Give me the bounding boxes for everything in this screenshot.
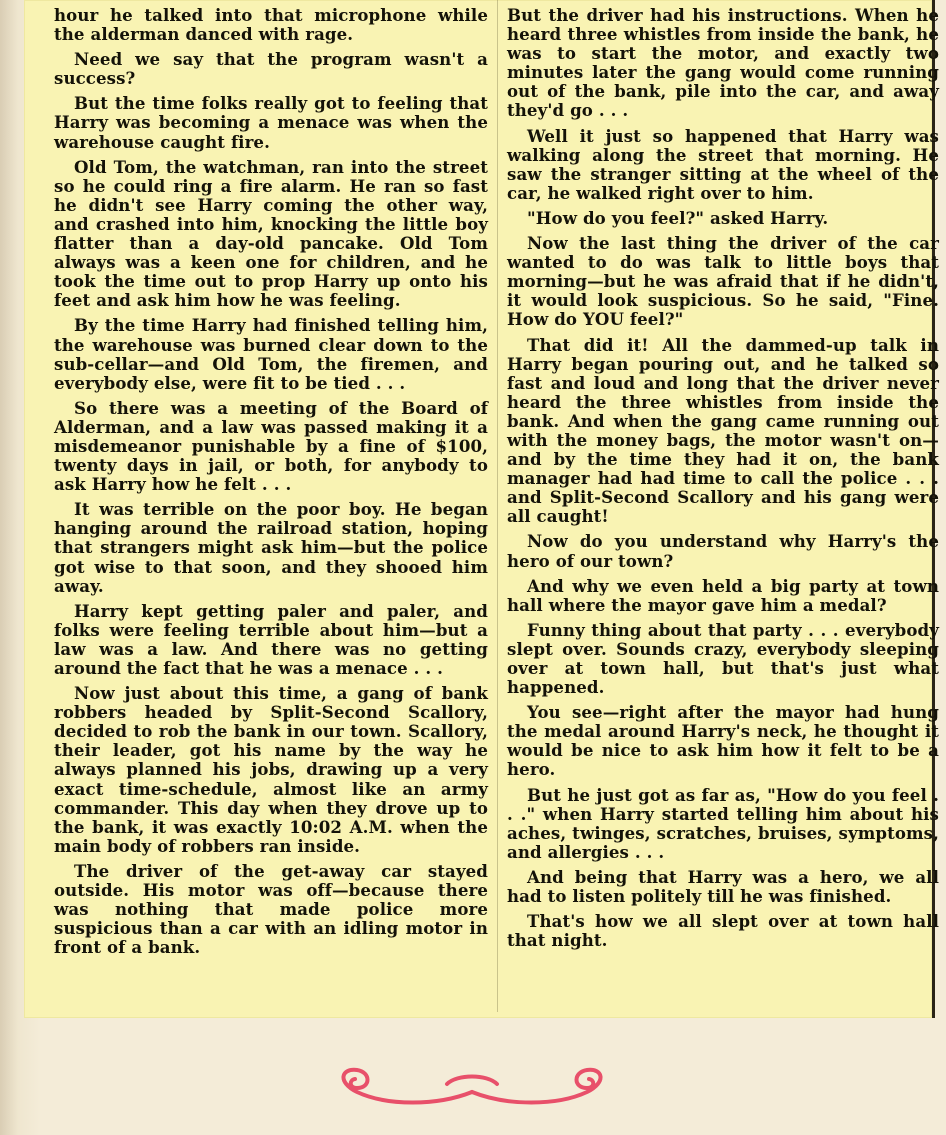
paragraph: And why we even held a big party at town hall where the mayor gave him a medal? xyxy=(507,575,939,615)
paragraph: That did it! All the dammed-up talk in Harry began pouring out, and he talked so fast and loud and long that the driver never heard the three whistles from inside the bank. And when the gang came running out with the money bags, the motor wasn't on—and by the time they had it on, the bank manager had had time to call the police . . . and Split-Second Scallory and his gang were all caught! xyxy=(507,334,939,527)
paragraph: By the time Harry had finished telling him, the warehouse was burned clear down to the sub-cellar—and Old Tom, the firemen, and everybody else, were fit to be tied . . . xyxy=(54,315,488,393)
paragraph: So there was a meeting of the Board of Alderman, and a law was passed making it a misdemeanor punishable by a fine of $100, twenty days in jail, or both, for anybody to ask Harry how he felt . . . xyxy=(54,397,488,495)
column-divider xyxy=(497,0,498,1012)
left-column xyxy=(54,6,488,963)
paragraph: Need we say that the program wasn't a success? xyxy=(54,49,488,89)
paragraph: Well it just so happened that Harry was walking along the street that morning. He saw the stranger sitting at the wheel of the car, he walked right over to him. xyxy=(507,125,939,203)
paragraph: hour he talked into that microphone while the alderman danced with rage. xyxy=(54,5,488,45)
ornament-center-swirl xyxy=(447,1077,497,1085)
paragraph: Now the last thing the driver of the car wanted to do was talk to little boys that morning—but he was afraid that if he didn't, it would look suspicious. So he said, "Fine. How do YOU feel?" xyxy=(507,233,939,330)
paragraph: The driver of the get-away car stayed outside. His motor was off—because there was nothing that made police more suspicious than a car with an idling motor in front of a bank. xyxy=(54,860,488,958)
paragraph: Harry kept getting paler and paler, and folks were feeling terrible about him—but a law was a law. And there was no getting around the fact that he was a menace . . . xyxy=(54,600,488,678)
paragraph: That's how we all slept over at town hall that night. xyxy=(507,911,939,951)
paragraph: But the time folks really got to feeling that Harry was becoming a menace was when the warehouse caught fire. xyxy=(54,93,488,152)
right-column xyxy=(507,6,939,956)
paragraph: But he just got as far as, "How do you feel . . ." when Harry started telling him about his aches, twinges, scratches, bruises, symptoms, and allergies . . . xyxy=(507,784,939,862)
paragraph: And being that Harry was a hero, we all had to listen politely till he was finished. xyxy=(507,866,939,907)
ornament-right-curl xyxy=(472,1070,601,1103)
paragraph: Old Tom, the watchman, ran into the street so he could ring a fire alarm. He ran so fast he didn't see Harry coming the other way, and crashed into him, knocking the little boy flatter than a day-old pancake. Old Tom always was a keen one for children, and he took the time out to prop Harry up onto his feet and ask him how he was feeling. xyxy=(54,156,488,311)
scroll-ornament-icon xyxy=(327,1062,617,1112)
text-panel xyxy=(24,0,939,1018)
paragraph: But the driver had his instructions. When he heard three whistles from inside the bank, he was to start the motor, and exactly two minutes later the gang would come running out of the bank, pile into the car, and away they'd go . . . xyxy=(507,5,939,121)
ornament-left-curl xyxy=(343,1070,472,1103)
paragraph: Now do you understand why Harry's the hero of our town? xyxy=(507,531,939,571)
paragraph: You see—right after the mayor had hung the medal around Harry's neck, he thought it would be nice to ask him how it felt to be a hero. xyxy=(507,702,939,780)
paragraph: It was terrible on the poor boy. He began hanging around the railroad station, hoping that strangers might ask him—but the police got wise to that soon, and they shooed him away. xyxy=(54,499,488,596)
paragraph: Funny thing about that party . . . everybody slept over. Sounds crazy, everybody sleeping over at town hall, but that's just what happened. xyxy=(507,619,939,698)
paragraph: Now just about this time, a gang of bank robbers headed by Split-Second Scallory, decided to rob the bank in our town. Scallory, their leader, got his name by the way he always planned his jobs, drawing up a very exact time-schedule, almost like an army commander. This day when they drove up to the bank, it was exactly 10:02 A.M. when the main body of robbers ran inside. xyxy=(54,683,488,856)
paragraph: "How do you feel?" asked Harry. xyxy=(527,207,829,228)
